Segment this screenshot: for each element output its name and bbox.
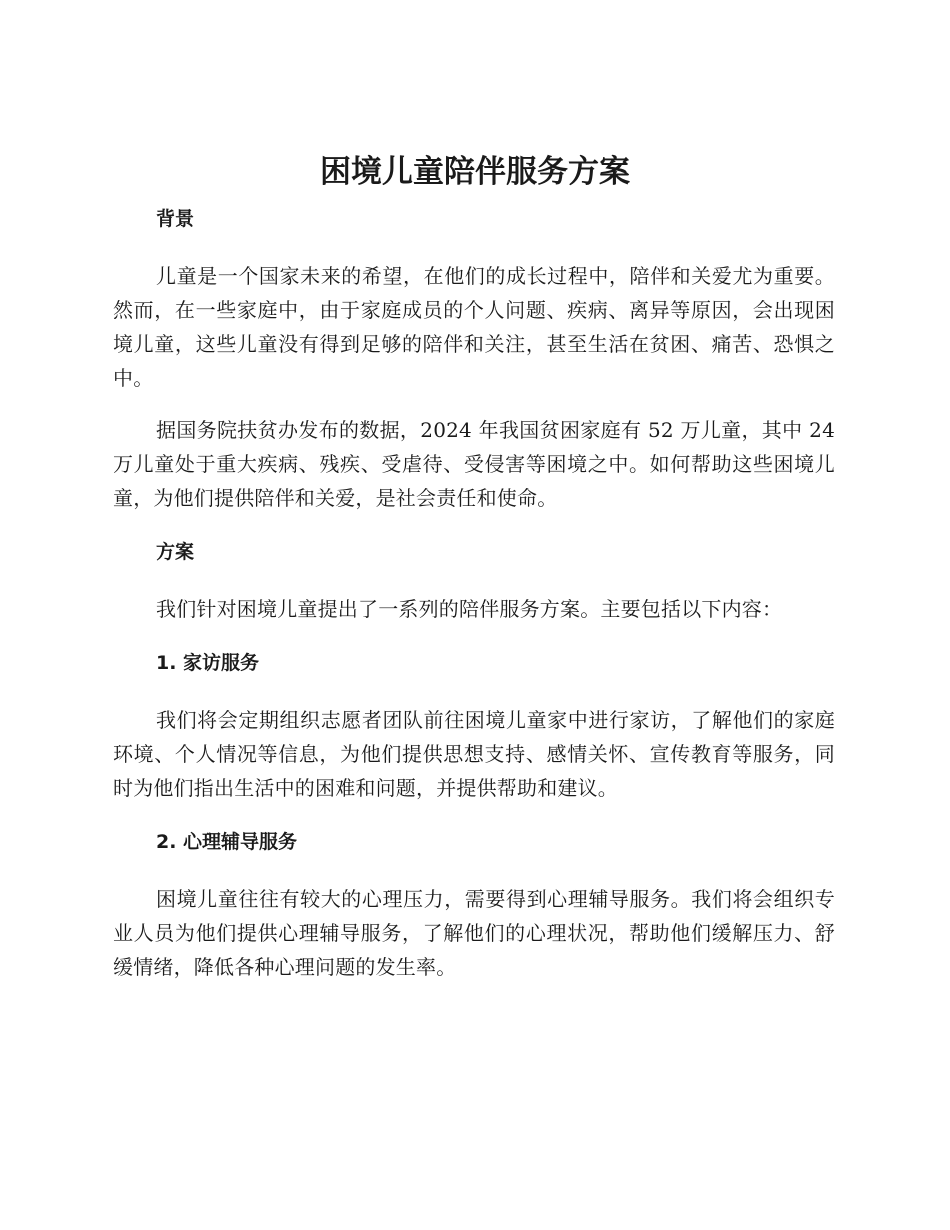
document-title: 困境儿童陪伴服务方案 [320,154,630,190]
paragraph-plan-intro: 我们针对困境儿童提出了一系列的陪伴服务方案。主要包括以下内容： [156,597,783,621]
paragraph-background-2: 据国务院扶贫办发布的数据，2024 年我国贫困家庭有 52 万儿童，其中 24 万儿童处于重大疾病、残疾、受虐待、受侵害等困境之中。如何帮助这些困境儿童，为他们提供陪伴和关爱，是社会责任和使命。 [113,418,835,510]
document-body [113,204,835,984]
section-heading-plan: 方案 [156,541,195,563]
subheading-home-visit: 1. 家访服务 [156,652,260,674]
paragraph-counseling: 困境儿童往往有较大的心理压力，需要得到心理辅导服务。我们将会组织专业人员为他们提供心理辅导服务，了解他们的心理状况，帮助他们缓解压力、舒缓情绪，降低各种心理问题的发生率。 [113,887,835,979]
paragraph-background-1: 儿童是一个国家未来的希望，在他们的成长过程中，陪伴和关爱尤为重要。然而，在一些家庭中，由于家庭成员的个人问题、疾病、离异等原因，会出现困境儿童，这些儿童没有得到足够的陪伴和关注，甚至生活在贫困、痛苦、恐惧之中。 [113,264,835,390]
subheading-counseling: 2. 心理辅导服务 [156,831,298,853]
section-heading-background: 背景 [156,208,195,230]
paragraph-home-visit: 我们将会定期组织志愿者团队前往困境儿童家中进行家访，了解他们的家庭环境、个人情况等信息，为他们提供思想支持、感情关怀、宣传教育等服务，同时为他们指出生活中的困难和问题，并提供帮助和建议。 [113,708,835,800]
